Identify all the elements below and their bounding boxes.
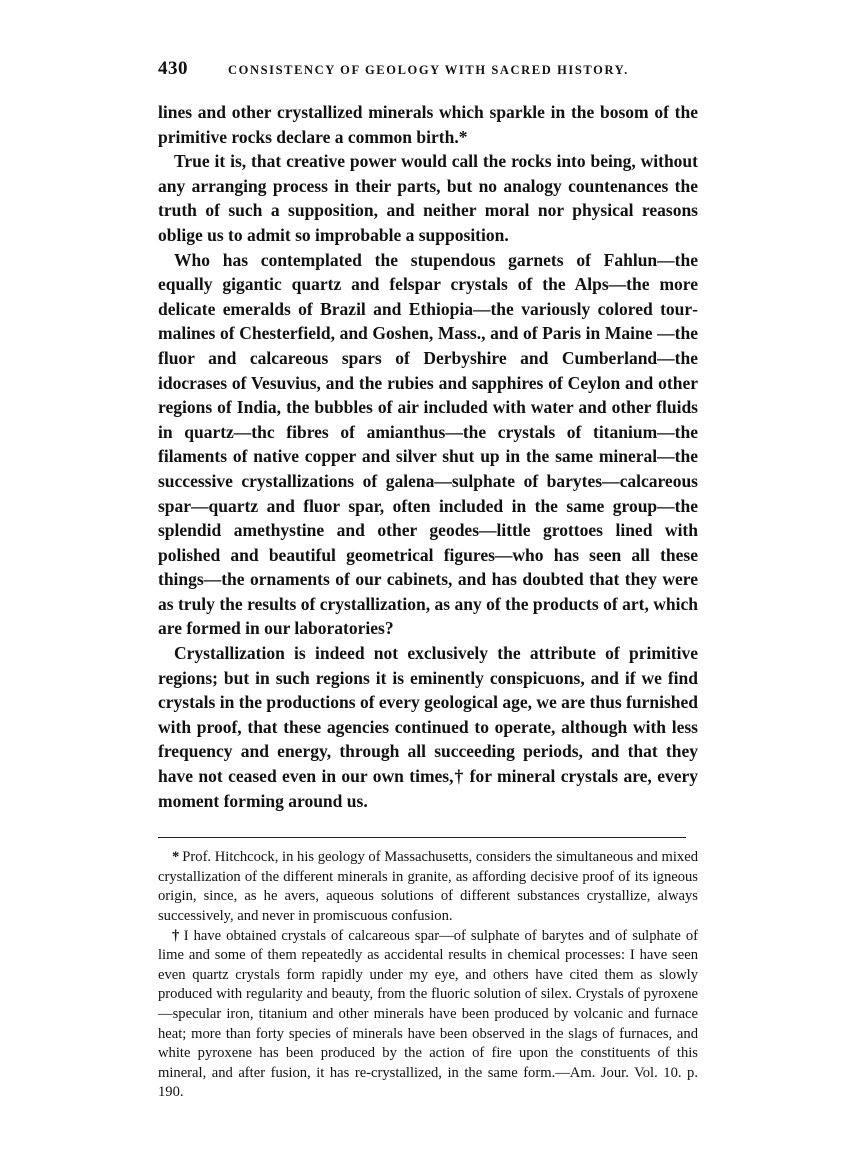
paragraph-crystal-examples: Who has contemplated the stupendous garnets of Fahlun—the equally gigantic quartz and felspar crystals of the Alps—the more delicate emeralds of Brazil and Ethiopia—the variously colored tourmalines of Chesterfield, and Goshen, Mass., and of Paris in Maine —the fluor and calcareous spars of Derbyshire and Cumberland—the idocrases of Vesuvius, and the rubies and sapphires of Ceylon and other regions of India, the bubbles of air included with water and other fluids in quartz—thc fibres of amianthus—the crystals of titanium—the filaments of native copper and silver shut up in the same mineral—the successive crystallizations of galena—sulphate of barytes—calcareous spar—quartz and fluor spar, often included in the same group—the splendid amethystine and other geodes—little grottoes lined with polished and beautiful geometrical figures—who has seen all these things—the ornaments of our cabinets, and has doubted that they were as truly the results of crystallization, as any of the products of art, which are formed in our laboratories? xyxy=(158,249,698,639)
body-text xyxy=(158,100,698,813)
footnote-divider xyxy=(158,837,686,838)
footnote-mark: * xyxy=(172,849,180,866)
paragraph-creative-power: True it is, that creative power would call the rocks into being, without any arranging process in their parts, but no analogy countenances the truth of such a supposition, and neither moral nor physical reasons oblige us to admit so improbable a supposition. xyxy=(158,151,698,245)
footnotes xyxy=(158,848,698,1103)
paragraph-crystallization: Crystallization is indeed not exclusively the attribute of primitive regions; but in such regions it is eminently conspicuons, and if we find crystals in the productions of every geological age, we are thus furnished with proof, that these agencies continued to operate, although with less frequency and energy, through all succeeding periods, and that they have not ceased even in our own times,† for mineral crystals are, every moment forming around us. xyxy=(158,643,698,811)
running-title: CONSISTENCY OF GEOLOGY WITH SACRED HISTORY. xyxy=(228,63,629,77)
paragraph-continuation: lines and other crystallized minerals which sparkle in the bosom of the primitive rocks declare a common birth.* xyxy=(158,102,698,147)
book-page xyxy=(158,58,698,1103)
footnote-text: Prof. Hitchcock, in his geology of Massachusetts, considers the simultaneous and mixed crystallization of the different minerals in granite, as affording decisive proof of its igneous origin, since, as he avers, aqueous solutions of different substances crystallize, always successively, and never in promiscuous confusion. xyxy=(158,849,698,924)
running-head xyxy=(158,58,698,86)
footnote-hitchcock xyxy=(158,848,698,926)
page-number: 430 xyxy=(158,58,188,79)
footnote-mark: † xyxy=(172,927,181,944)
footnote-text: I have obtained crystals of calcareous spar—of sulphate of barytes and of sulphate of lime and some of them repeatedly as accidental results in chemical processes: I have seen even quartz crystals form rapidly under my eye, and others have cited them as slowly produced with regularity and beauty, from the fluoric solution of silex. Crystals of pyroxene—specular iron, titanium and other minerals have been produced by volcanic and furnace heat; more than forty species of minerals have been observed in the slags of furnaces, and white pyroxene has been produced by the action of fire upon the constituents of this mineral, and after fusion, it has re-crystallized, in the same form.—Am. Jour. Vol. 10. p. 190. xyxy=(158,927,699,1101)
footnote-crystals xyxy=(158,927,698,1103)
